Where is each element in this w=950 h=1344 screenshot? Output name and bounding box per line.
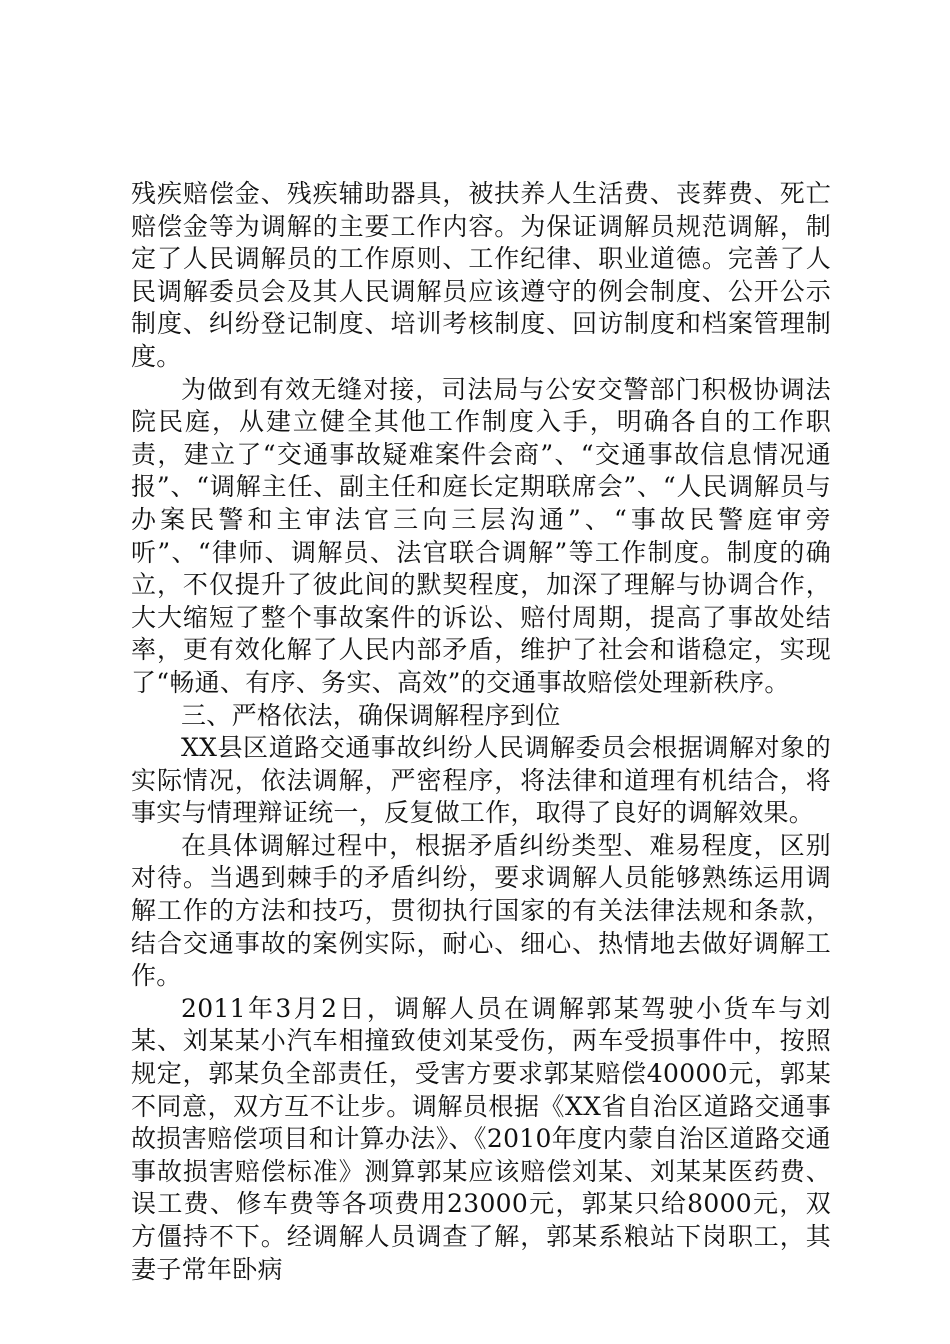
paragraph-mediation-process: 在具体调解过程中，根据矛盾纠纷类型、难易程度，区别对待。当遇到棘手的矛盾纠纷，要求调解人员能够熟练运用调解工作的方法和技巧，贯彻执行国家的有关法律法规和条款，结合交通事故的案例实际，耐心、细心、热情地去做好调解工作。 xyxy=(131,830,831,991)
section-heading-procedure: 三、严格依法，确保调解程序到位 xyxy=(181,700,561,730)
paragraph-case-example: 2011年3月2日，调解人员在调解郭某驾驶小货车与刘某、刘某某小汽车相撞致使刘某受伤，两车受损事件中，按照规定，郭某负全部责任，受害方要求郭某赔偿40000元，郭某不同意，双方互不让步。调解员根据《XX省自治区道路交通事故损害赔偿项目和计算办法》、《2010年度内蒙自治区道路交通事故损害赔偿标准》测算郭某应该赔偿刘某、刘某某医药费、误工费、修车费等各项费用23000元，郭某只给8000元，双方僵持不下。经调解人员调查了解，郭某系粮站下岗职工，其妻子常年卧病 xyxy=(131,993,831,1284)
document-body xyxy=(131,178,831,1286)
paragraph-compensation-items: 残疾赔偿金、残疾辅助器具，被扶养人生活费、丧葬费、死亡赔偿金等为调解的主要工作内容。为保证调解员规范调解，制定了人民调解员的工作原则、工作纪律、职业道德。完善了人民调解委员会及其人民调解员应该遵守的例会制度、公开公示制度、纠纷登记制度、培训考核制度、回访制度和档案管理制度。 xyxy=(131,179,831,371)
paragraph-committee-mediation: XX县区道路交通事故纠纷人民调解委员会根据调解对象的实际情况，依法调解，严密程序，将法律和道理有机结合，将事实与情理辩证统一，反复做工作，取得了良好的调解效果。 xyxy=(131,733,831,828)
paragraph-coordination-system: 为做到有效无缝对接，司法局与公安交警部门积极协调法院民庭，从建立健全其他工作制度入手，明确各自的工作职责，建立了“交通事故疑难案件会商”、“交通事故信息情况通报”、“调解主任、副主任和庭长定期联席会”、“人民调解员与办案民警和主审法官三向三层沟通”、“事故民警庭审旁听”、“律师、调解员、法官联合调解”等工作制度。制度的确立，不仅提升了彼此间的默契程度，加深了理解与协调合作，大大缩短了整个事故案件的诉讼、赔付周期，提高了事故处结率，更有效化解了人民内部矛盾，维护了社会和谐稳定，实现了“畅通、有序、务实、高效”的交通事故赔偿处理新秩序。 xyxy=(131,374,831,697)
